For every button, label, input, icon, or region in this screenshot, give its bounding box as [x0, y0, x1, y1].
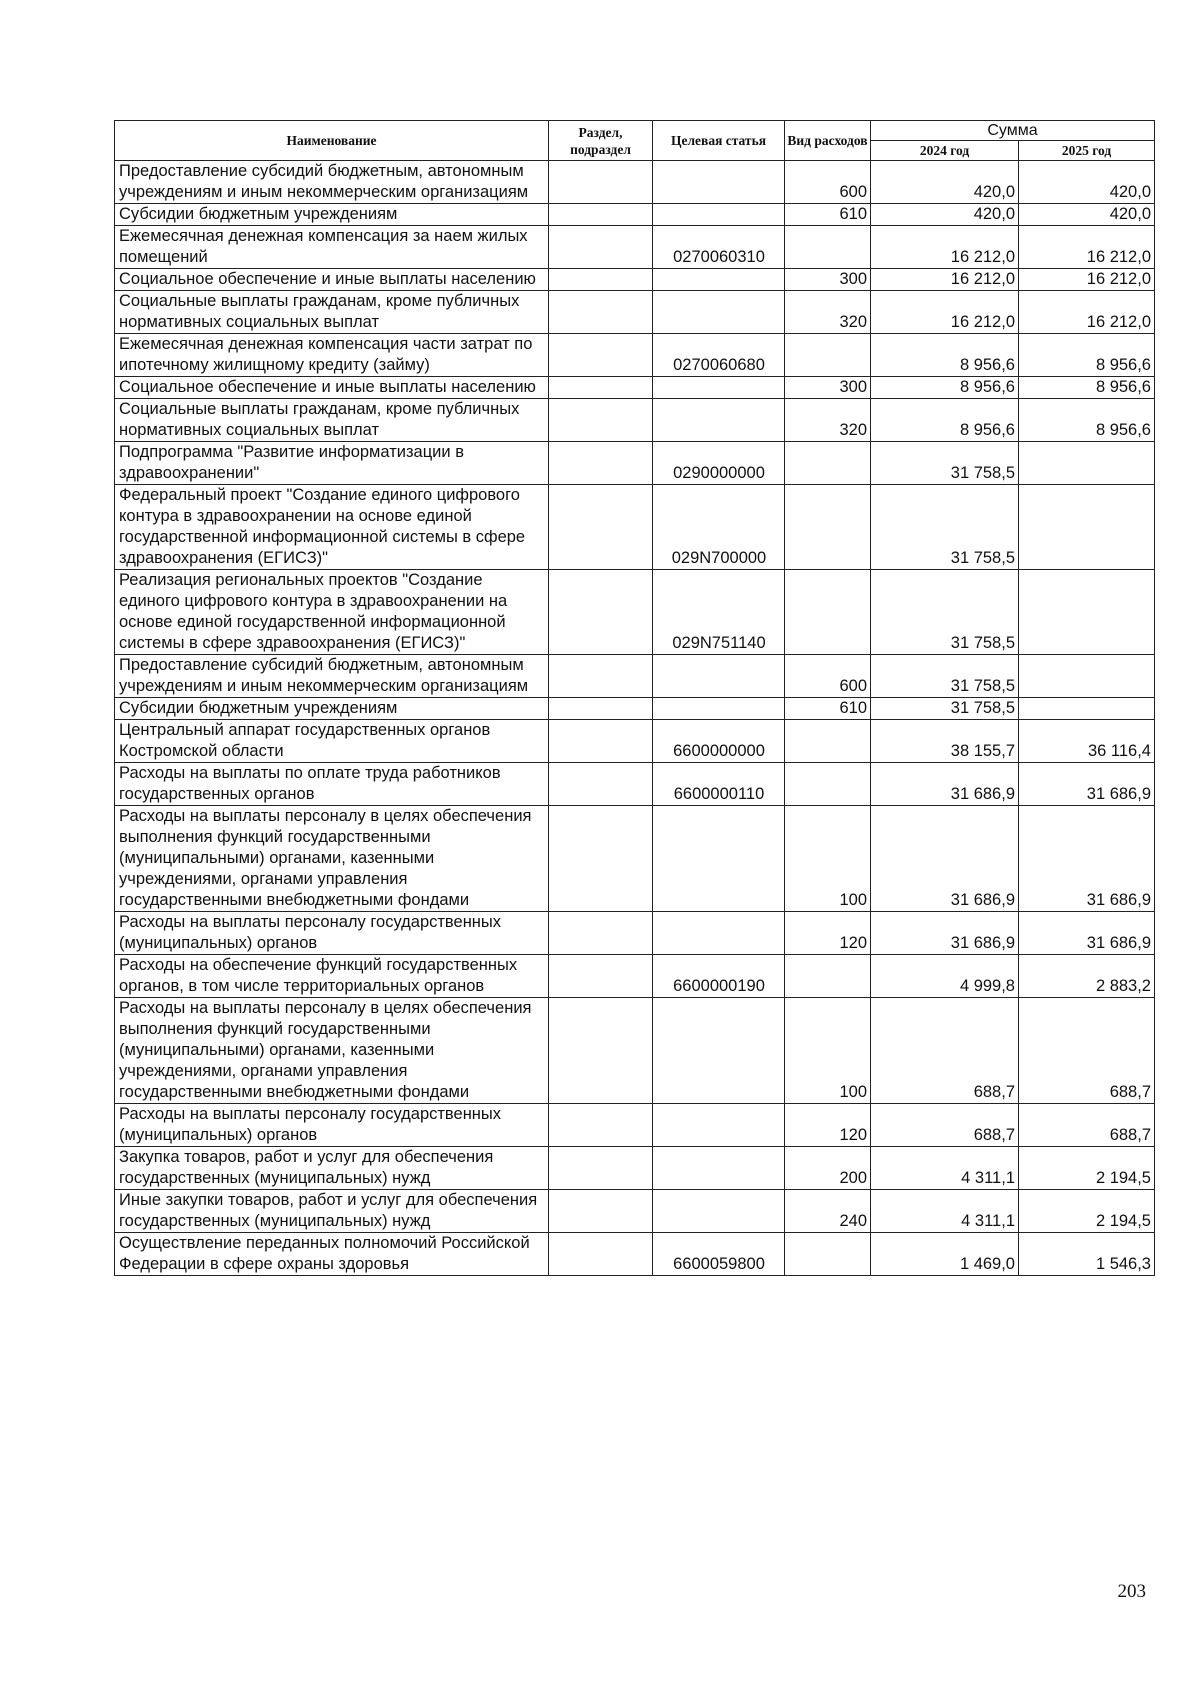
cell-section	[549, 763, 653, 806]
header-sum: Сумма	[871, 121, 1155, 141]
cell-name: Социальное обеспечение и иные выплаты населению	[115, 269, 549, 291]
table-row	[115, 698, 1155, 720]
cell-sum-2024: 16 212,0	[871, 291, 1019, 334]
cell-sum-2024: 688,7	[871, 998, 1019, 1104]
cell-vid	[785, 955, 871, 998]
cell-sum-2025: 16 212,0	[1019, 269, 1155, 291]
cell-vid	[785, 720, 871, 763]
cell-target: 0290000000	[653, 442, 785, 485]
cell-section	[549, 377, 653, 399]
cell-vid: 120	[785, 912, 871, 955]
cell-section	[549, 399, 653, 442]
table-header	[115, 121, 1155, 161]
cell-vid: 240	[785, 1190, 871, 1233]
cell-section	[549, 226, 653, 269]
cell-vid: 200	[785, 1147, 871, 1190]
cell-sum-2024: 31 758,5	[871, 485, 1019, 570]
cell-sum-2025	[1019, 655, 1155, 698]
cell-vid	[785, 226, 871, 269]
cell-name: Расходы на выплаты персоналу государственных (муниципальных) органов	[115, 912, 549, 955]
cell-sum-2025: 8 956,6	[1019, 399, 1155, 442]
cell-target: 0270060680	[653, 334, 785, 377]
header-2024: 2024 год	[871, 141, 1019, 161]
cell-name: Ежемесячная денежная компенсация части затрат по ипотечному жилищному кредиту (займу)	[115, 334, 549, 377]
cell-name: Закупка товаров, работ и услуг для обеспечения государственных (муниципальных) нужд	[115, 1147, 549, 1190]
cell-vid: 610	[785, 204, 871, 226]
cell-section	[549, 1104, 653, 1147]
budget-table	[114, 120, 1155, 1276]
cell-vid: 320	[785, 291, 871, 334]
cell-target	[653, 161, 785, 204]
cell-sum-2024: 4 311,1	[871, 1190, 1019, 1233]
cell-vid: 100	[785, 806, 871, 912]
table-row	[115, 1190, 1155, 1233]
cell-sum-2025: 8 956,6	[1019, 377, 1155, 399]
cell-section	[549, 955, 653, 998]
cell-sum-2024: 420,0	[871, 204, 1019, 226]
cell-target	[653, 1147, 785, 1190]
cell-target: 0270060310	[653, 226, 785, 269]
cell-sum-2025: 16 212,0	[1019, 291, 1155, 334]
cell-section	[549, 204, 653, 226]
cell-vid: 300	[785, 269, 871, 291]
table-row	[115, 655, 1155, 698]
cell-name: Предоставление субсидий бюджетным, автономным учреждениям и иным некоммерческим организациям	[115, 161, 549, 204]
cell-target	[653, 655, 785, 698]
header-vid: Вид расходов	[785, 121, 871, 161]
cell-sum-2024: 1 469,0	[871, 1233, 1019, 1276]
cell-section	[549, 998, 653, 1104]
cell-name: Центральный аппарат государственных органов Костромской области	[115, 720, 549, 763]
cell-vid	[785, 334, 871, 377]
header-name: Наименование	[115, 121, 549, 161]
cell-name: Ежемесячная денежная компенсация за наем жилых помещений	[115, 226, 549, 269]
cell-sum-2024: 31 758,5	[871, 442, 1019, 485]
cell-target	[653, 377, 785, 399]
cell-name: Социальные выплаты гражданам, кроме публичных нормативных социальных выплат	[115, 291, 549, 334]
cell-target	[653, 806, 785, 912]
cell-sum-2025: 16 212,0	[1019, 226, 1155, 269]
cell-sum-2025: 2 883,2	[1019, 955, 1155, 998]
table-row	[115, 204, 1155, 226]
cell-sum-2025: 31 686,9	[1019, 763, 1155, 806]
cell-section	[549, 442, 653, 485]
cell-vid: 600	[785, 161, 871, 204]
cell-vid	[785, 763, 871, 806]
cell-section	[549, 269, 653, 291]
cell-sum-2024: 31 686,9	[871, 912, 1019, 955]
cell-target	[653, 291, 785, 334]
cell-vid: 300	[785, 377, 871, 399]
cell-sum-2024: 38 155,7	[871, 720, 1019, 763]
cell-sum-2024: 16 212,0	[871, 226, 1019, 269]
table-row	[115, 269, 1155, 291]
cell-vid: 320	[785, 399, 871, 442]
cell-sum-2025: 420,0	[1019, 161, 1155, 204]
cell-sum-2025: 31 686,9	[1019, 912, 1155, 955]
cell-sum-2024: 420,0	[871, 161, 1019, 204]
cell-sum-2025	[1019, 485, 1155, 570]
cell-name: Социальное обеспечение и иные выплаты населению	[115, 377, 549, 399]
cell-section	[549, 291, 653, 334]
cell-section	[549, 1190, 653, 1233]
cell-section	[549, 485, 653, 570]
cell-name: Предоставление субсидий бюджетным, автономным учреждениям и иным некоммерческим организациям	[115, 655, 549, 698]
cell-name: Субсидии бюджетным учреждениям	[115, 204, 549, 226]
table-row	[115, 806, 1155, 912]
cell-name: Расходы на выплаты персоналу государственных (муниципальных) органов	[115, 1104, 549, 1147]
cell-section	[549, 655, 653, 698]
cell-vid: 100	[785, 998, 871, 1104]
table-row	[115, 226, 1155, 269]
table-row	[115, 570, 1155, 655]
cell-name: Расходы на выплаты по оплате труда работников государственных органов	[115, 763, 549, 806]
cell-name: Субсидии бюджетным учреждениям	[115, 698, 549, 720]
cell-sum-2025: 688,7	[1019, 1104, 1155, 1147]
cell-target	[653, 1190, 785, 1233]
cell-name: Расходы на обеспечение функций государственных органов, в том числе территориальных органов	[115, 955, 549, 998]
cell-name: Расходы на выплаты персоналу в целях обеспечения выполнения функций государственными (муниципальными) органами, казенными учреждениями, органами управления государственными внебюджетными фондами	[115, 806, 549, 912]
cell-sum-2024: 4 999,8	[871, 955, 1019, 998]
header-2025: 2025 год	[1019, 141, 1155, 161]
cell-vid	[785, 442, 871, 485]
cell-target	[653, 269, 785, 291]
cell-sum-2024: 31 758,5	[871, 698, 1019, 720]
cell-vid: 120	[785, 1104, 871, 1147]
cell-target	[653, 399, 785, 442]
table-row	[115, 1104, 1155, 1147]
cell-sum-2025: 8 956,6	[1019, 334, 1155, 377]
cell-target	[653, 204, 785, 226]
table-row	[115, 720, 1155, 763]
cell-sum-2025: 2 194,5	[1019, 1147, 1155, 1190]
page-number: 203	[1117, 1581, 1146, 1602]
table-row	[115, 377, 1155, 399]
cell-vid	[785, 485, 871, 570]
cell-section	[549, 912, 653, 955]
cell-section	[549, 720, 653, 763]
cell-section	[549, 161, 653, 204]
cell-section	[549, 698, 653, 720]
cell-target: 6600000000	[653, 720, 785, 763]
cell-target	[653, 912, 785, 955]
cell-sum-2025	[1019, 570, 1155, 655]
cell-name: Расходы на выплаты персоналу в целях обеспечения выполнения функций государственными (муниципальными) органами, казенными учреждениями, органами управления государственными внебюджетными фондами	[115, 998, 549, 1104]
cell-target	[653, 1104, 785, 1147]
table-row	[115, 1233, 1155, 1276]
cell-name: Федеральный проект "Создание единого цифрового контура в здравоохранении на основе единой государственной информационной системы в сфере здравоохранения (ЕГИСЗ)"	[115, 485, 549, 570]
cell-section	[549, 806, 653, 912]
cell-target: 029N751140	[653, 570, 785, 655]
cell-section	[549, 334, 653, 377]
cell-section	[549, 1233, 653, 1276]
cell-sum-2024: 16 212,0	[871, 269, 1019, 291]
cell-sum-2024: 8 956,6	[871, 377, 1019, 399]
cell-sum-2024: 688,7	[871, 1104, 1019, 1147]
cell-sum-2025	[1019, 698, 1155, 720]
cell-target: 029N700000	[653, 485, 785, 570]
table-row	[115, 161, 1155, 204]
cell-sum-2025: 2 194,5	[1019, 1190, 1155, 1233]
table-row	[115, 442, 1155, 485]
cell-sum-2024: 4 311,1	[871, 1147, 1019, 1190]
cell-vid	[785, 570, 871, 655]
table-row	[115, 291, 1155, 334]
table-row	[115, 998, 1155, 1104]
cell-sum-2024: 31 686,9	[871, 806, 1019, 912]
header-section: Раздел, подраздел	[549, 121, 653, 161]
cell-sum-2024: 8 956,6	[871, 399, 1019, 442]
cell-vid: 600	[785, 655, 871, 698]
cell-sum-2024: 31 686,9	[871, 763, 1019, 806]
cell-sum-2024: 31 758,5	[871, 570, 1019, 655]
table-row	[115, 485, 1155, 570]
table-body	[115, 161, 1155, 1276]
cell-name: Осуществление переданных полномочий Российской Федерации в сфере охраны здоровья	[115, 1233, 549, 1276]
cell-sum-2025: 31 686,9	[1019, 806, 1155, 912]
cell-sum-2025	[1019, 442, 1155, 485]
cell-vid: 610	[785, 698, 871, 720]
table-row	[115, 1147, 1155, 1190]
table-row	[115, 334, 1155, 377]
cell-name: Иные закупки товаров, работ и услуг для обеспечения государственных (муниципальных) нужд	[115, 1190, 549, 1233]
table-row	[115, 399, 1155, 442]
cell-target	[653, 698, 785, 720]
cell-sum-2024: 31 758,5	[871, 655, 1019, 698]
cell-section	[549, 1147, 653, 1190]
cell-sum-2025: 36 116,4	[1019, 720, 1155, 763]
cell-sum-2025: 1 546,3	[1019, 1233, 1155, 1276]
table-row	[115, 763, 1155, 806]
cell-sum-2025: 688,7	[1019, 998, 1155, 1104]
cell-target: 6600000110	[653, 763, 785, 806]
cell-name: Реализация региональных проектов "Создание единого цифрового контура в здравоохранении на основе единой государственной информационной системы в сфере здравоохранения (ЕГИСЗ)"	[115, 570, 549, 655]
cell-target	[653, 998, 785, 1104]
cell-section	[549, 570, 653, 655]
table-row	[115, 955, 1155, 998]
cell-name: Подпрограмма "Развитие информатизации в здравоохранении"	[115, 442, 549, 485]
header-target: Целевая статья	[653, 121, 785, 161]
cell-vid	[785, 1233, 871, 1276]
table-row	[115, 912, 1155, 955]
cell-target: 6600059800	[653, 1233, 785, 1276]
cell-sum-2025: 420,0	[1019, 204, 1155, 226]
cell-sum-2024: 8 956,6	[871, 334, 1019, 377]
cell-name: Социальные выплаты гражданам, кроме публичных нормативных социальных выплат	[115, 399, 549, 442]
cell-target: 6600000190	[653, 955, 785, 998]
